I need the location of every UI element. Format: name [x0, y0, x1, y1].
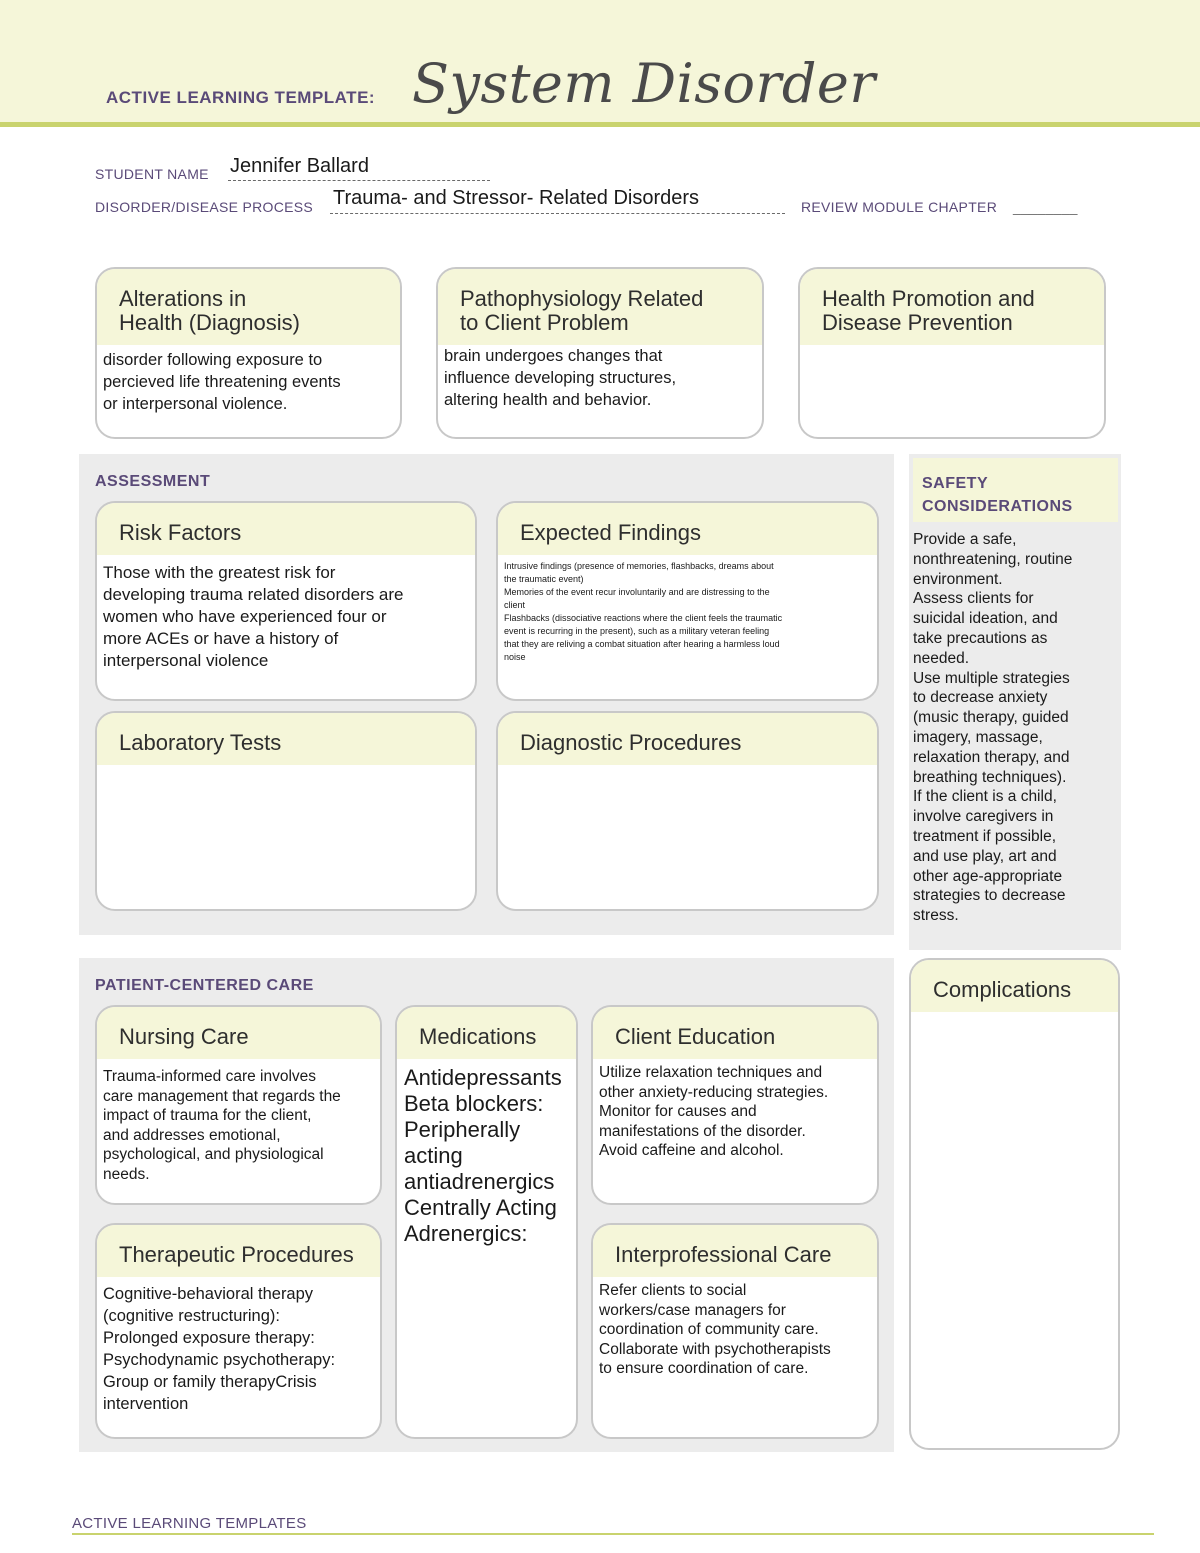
footer-label: ACTIVE LEARNING TEMPLATES: [72, 1515, 307, 1532]
health-promotion-body[interactable]: [800, 345, 1104, 349]
student-name-underline: [228, 180, 490, 181]
alterations-box: [95, 267, 402, 439]
expected-findings-body[interactable]: Intrusive findings (presence of memories, flashbacks, dreams about the traumatic event) Memories of the event recur involuntarily and are distressing to the client Flashbacks (dissociative reactions where the client feels the traumatic event is recurring in the present), such as a military veteran feeling that they are reliving a combat situation after hearing a harmless loud noise: [504, 561, 783, 662]
review-module-field[interactable]: ________: [1013, 199, 1078, 215]
health-promotion-title: Health Promotion and Disease Prevention: [800, 269, 1104, 345]
alterations-title: Alterations in Health (Diagnosis): [97, 269, 400, 345]
risk-factors-body[interactable]: Those with the greatest risk for developing trauma related disorders are women who have experienced four or more ACEs or have a history of interpersonal violence: [103, 563, 404, 670]
safety-body[interactable]: Provide a safe, nonthreatening, routine environment. Assess clients for suicidal ideation, and take precautions as needed. Use multiple strategies to decrease anxiety (music therapy, guided imagery, massage, relaxation therapy, and breathing techniques). If the client is a child, involve caregivers in treatment if possible, and use play, art and other age-appropriate strategies to decrease stress.: [913, 531, 1073, 925]
health-promotion-box: [798, 267, 1106, 439]
student-name-label: STUDENT NAME: [95, 166, 209, 182]
nursing-care-title: Nursing Care: [97, 1007, 380, 1059]
pathophysiology-body[interactable]: brain undergoes changes that influence developing structures, altering health and behavior.: [444, 347, 677, 409]
header-divider: [0, 122, 1200, 127]
risk-factors-title: Risk Factors: [97, 503, 475, 555]
pathophysiology-box: [436, 267, 764, 439]
disorder-label: DISORDER/DISEASE PROCESS: [95, 199, 314, 215]
client-education-box: [591, 1005, 879, 1205]
alterations-body[interactable]: disorder following exposure to percieved life threatening events or interpersonal violence.: [103, 351, 341, 413]
pathophysiology-title: Pathophysiology Related to Client Problem: [438, 269, 762, 345]
interprofessional-care-body[interactable]: Refer clients to social workers/case managers for coordination of community care. Collaborate with psychotherapists to ensure coordination of care.: [599, 1282, 831, 1378]
medications-box: [395, 1005, 578, 1439]
disorder-field[interactable]: Trauma- and Stressor- Related Disorders: [333, 187, 700, 209]
diagnostic-procedures-box: [496, 711, 879, 911]
medications-title: Medications: [397, 1007, 576, 1059]
template-label: ACTIVE LEARNING TEMPLATE:: [106, 88, 376, 107]
diagnostic-procedures-title: Diagnostic Procedures: [498, 713, 877, 765]
interprofessional-care-box: [591, 1223, 879, 1439]
complications-box: [909, 958, 1120, 1450]
patient-care-title: PATIENT-CENTERED CARE: [95, 977, 314, 994]
review-module-label: REVIEW MODULE CHAPTER: [801, 199, 998, 215]
risk-factors-box: [95, 501, 477, 701]
complications-title: Complications: [911, 960, 1118, 1012]
safety-title: SAFETY CONSIDERATIONS: [922, 475, 1073, 515]
assessment-title: ASSESSMENT: [95, 473, 211, 490]
complications-body[interactable]: [911, 1012, 1118, 1016]
client-education-body[interactable]: Utilize relaxation techniques and other anxiety-reducing strategies. Monitor for causes and manifestations of the disorder. Avoid caffeine and alcohol.: [599, 1064, 829, 1160]
laboratory-tests-body[interactable]: [97, 765, 475, 769]
footer-divider: [72, 1533, 1154, 1535]
student-name-field[interactable]: Jennifer Ballard: [230, 155, 369, 177]
therapeutic-procedures-box: [95, 1223, 382, 1439]
client-education-title: Client Education: [593, 1007, 877, 1059]
diagnostic-procedures-body[interactable]: [498, 765, 877, 769]
laboratory-tests-box: [95, 711, 477, 911]
therapeutic-procedures-title: Therapeutic Procedures: [97, 1225, 380, 1277]
laboratory-tests-title: Laboratory Tests: [97, 713, 475, 765]
expected-findings-box: [496, 501, 879, 701]
therapeutic-procedures-body[interactable]: Cognitive-behavioral therapy (cognitive restructuring): Prolonged exposure therapy: Psychodynamic psychotherapy: Group or family therapyCrisis intervention: [103, 1285, 336, 1413]
expected-findings-title: Expected Findings: [498, 503, 877, 555]
interprofessional-care-title: Interprofessional Care: [593, 1225, 877, 1277]
medications-body[interactable]: Antidepressants Beta blockers: Peripherally acting antiadrenergics Centrally Acting Adrenergics:: [404, 1065, 562, 1246]
nursing-care-body[interactable]: Trauma-informed care involves care management that regards the impact of trauma for the client, and addresses emotional, psychological, and physiological needs.: [103, 1068, 341, 1183]
nursing-care-box: [95, 1005, 382, 1205]
disorder-underline: [330, 213, 785, 214]
template-title: System Disorder: [412, 52, 876, 115]
